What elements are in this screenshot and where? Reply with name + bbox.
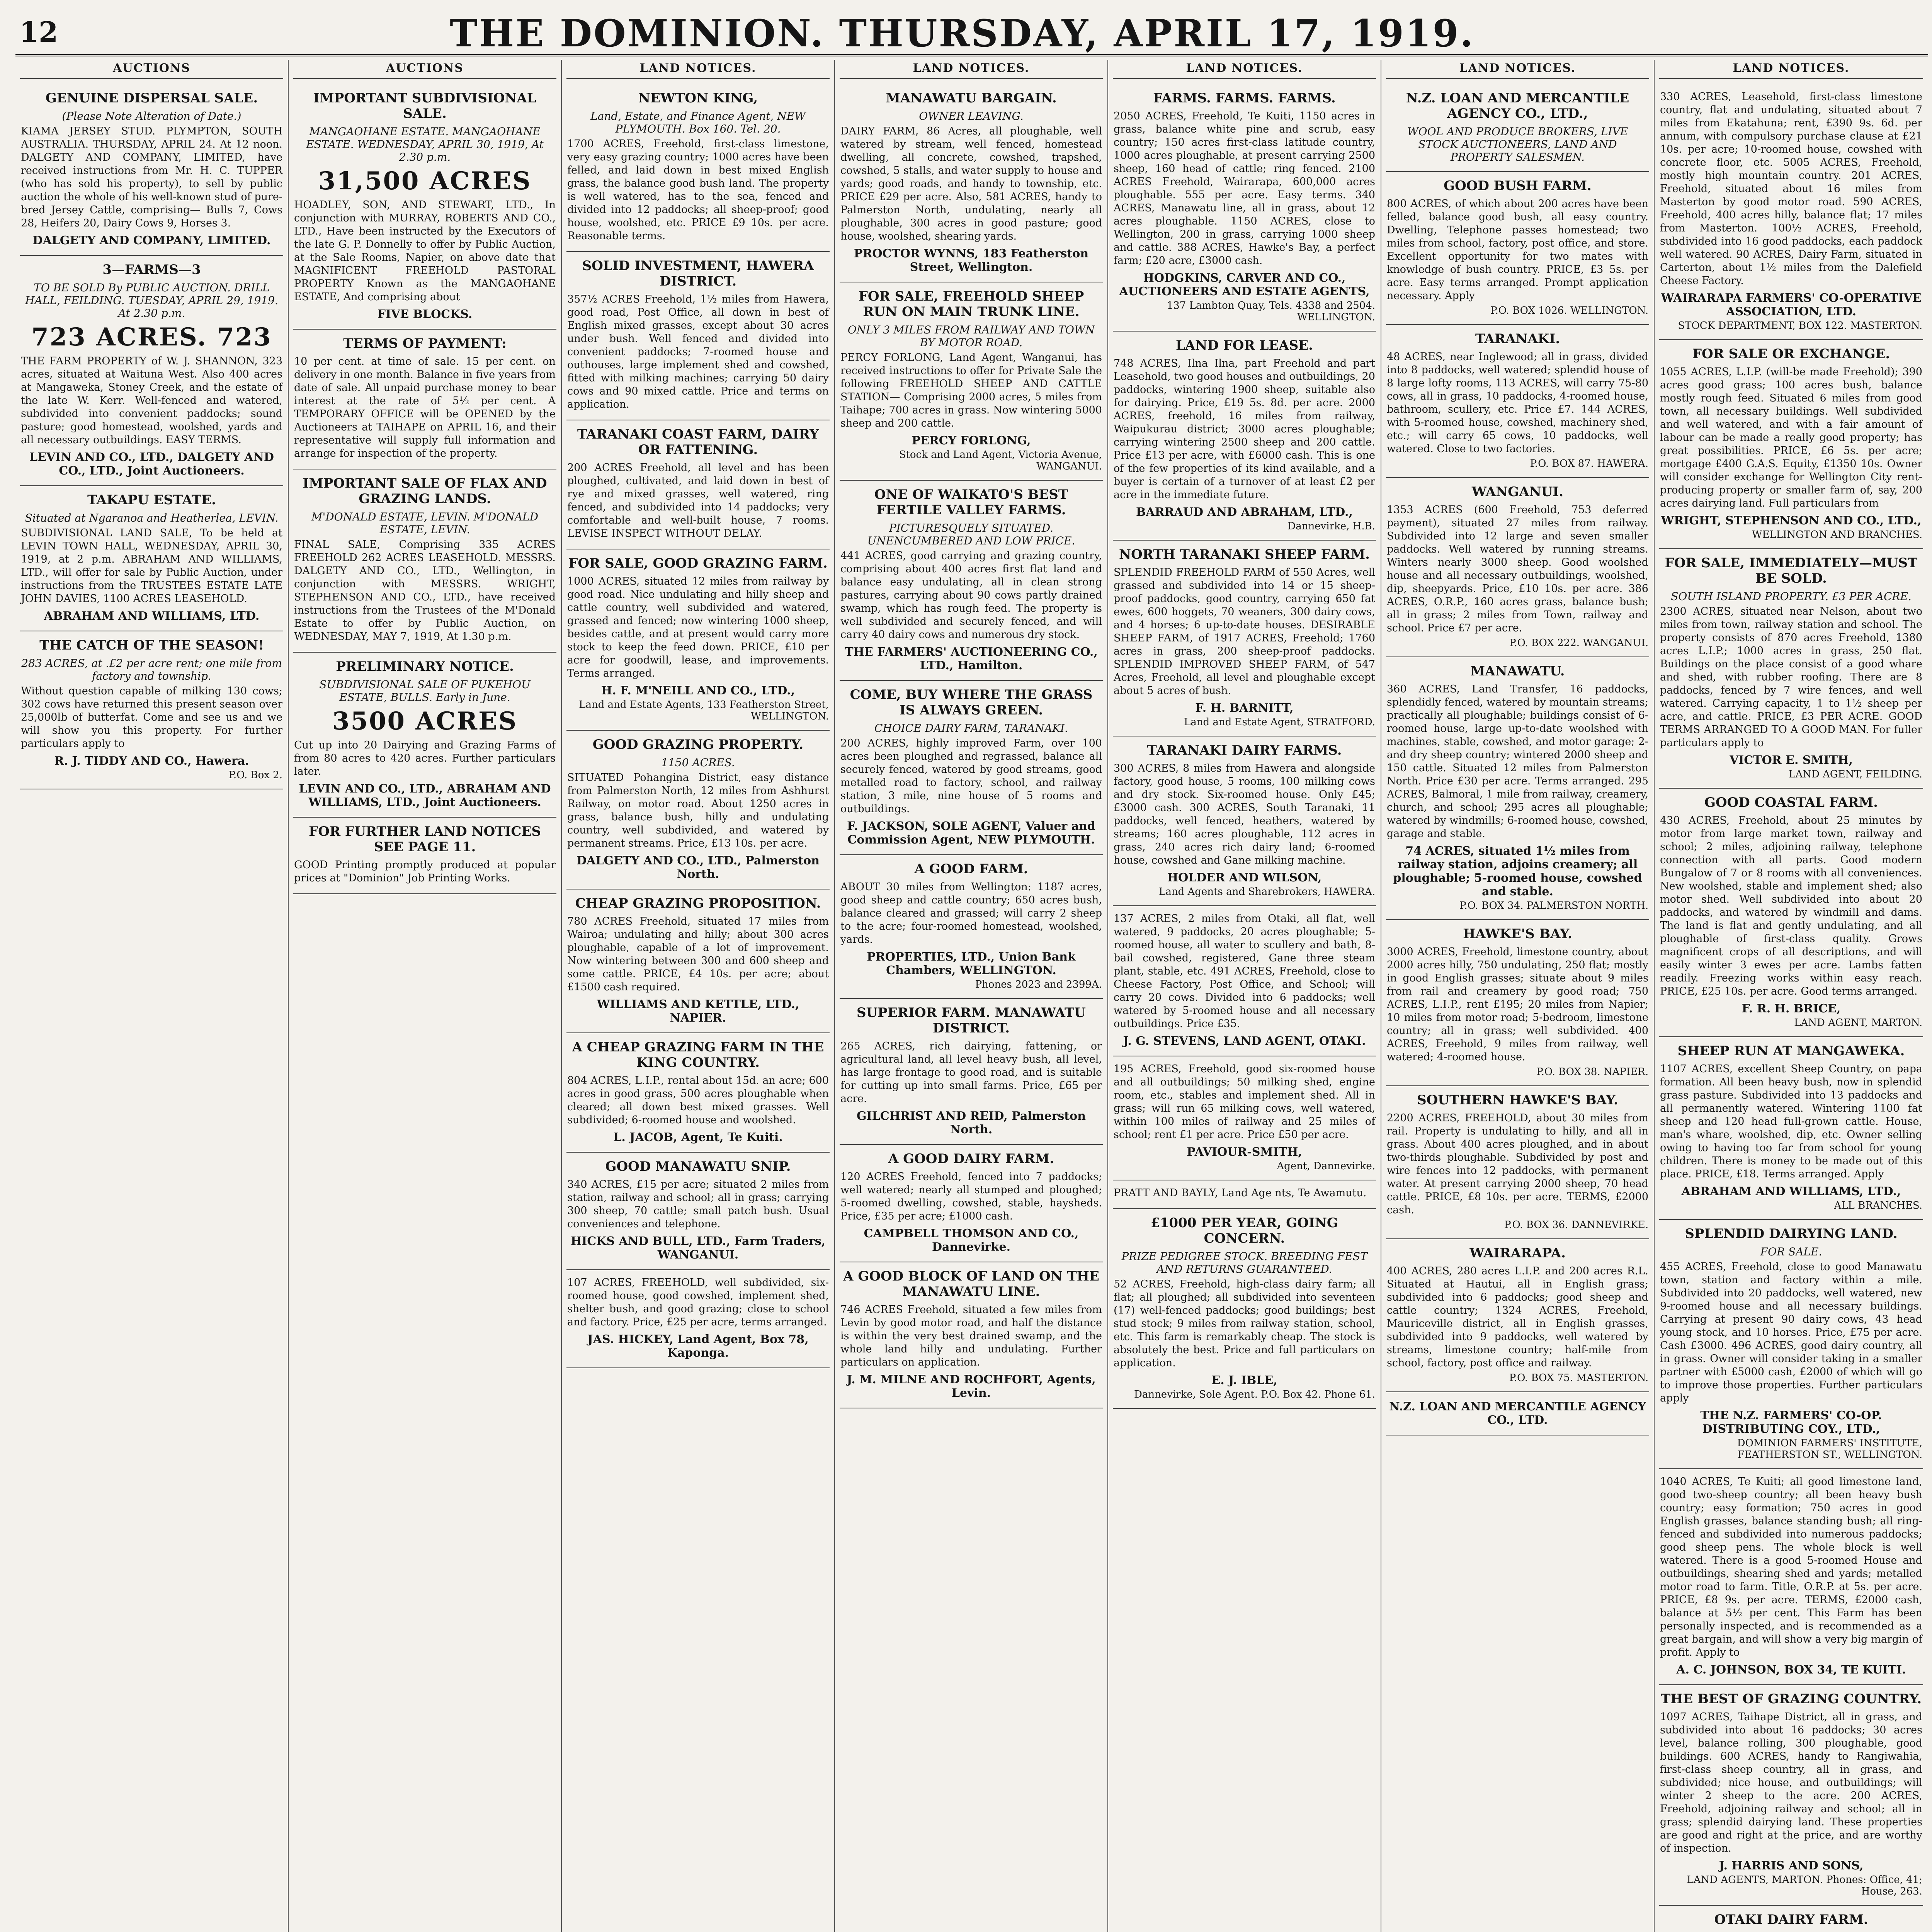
page-title: THE DOMINION. THURSDAY, APRIL 17, 1919.: [450, 12, 1475, 55]
ad-contact: Dannevirke, Sole Agent. P.O. Box 42. Phone 61.: [1134, 1389, 1375, 1400]
ad-agent: HODGKINS, CARVER AND CO., AUCTIONEERS AND ESTATE AGENTS,: [1119, 271, 1370, 298]
advertisement: [1386, 325, 1649, 478]
ad-contact: P.O. BOX 1026. WELLINGTON.: [1490, 305, 1648, 316]
ad-body: 195 ACRES, Freehold, good six-roomed house and all outbuildings; 50 milking shed, engine room, etc., stables and implement shed. All in grass; will run 65 milking cows, well watered, within 100 miles of railway and 25 miles of school; rent £1 per acre. Price £50 per acre.: [1114, 1063, 1375, 1141]
ad-body: 1040 ACRES, Te Kuiti; all good limestone land, good two-sheep country; all been heavy bush country; easy formation; 750 acres in good English grasses, balance standing bush; all ring-fenced and subdivided into numerous paddocks; good sheep pens. The whole block is well watered. There is a good 5-roomed House and outbuildings, shearing shed and yards; metalled motor road to farm. Title, O.R.P. at 5s. per acre. PRICE, £8 9s. per acre. TERMS, £2000 cash, balance at 5½ per cent. This Farm has been personally inspected, and is recommended as a great bargain, and will show a very big margin of profit. Apply to: [1660, 1476, 1922, 1658]
ad-subtitle: FOR SALE.: [1760, 1245, 1822, 1258]
ad-acreage: 723 ACRES. 723: [31, 323, 272, 352]
advertisement: [566, 1153, 830, 1270]
ad-agent: PERCY FORLONG,: [912, 434, 1031, 447]
ad-body: 357½ ACRES Freehold, 1½ miles from Hawera, good road, Post Office, all down in best of English mixed grasses, except about 30 acres under bush. Well fenced and divided into convenient paddocks; 7-roomed house and outhouses, large implement shed and cowshed, fitted with milking machines; carrying 50 dairy cows and 90 mixed cattle. Price and terms on application.: [567, 293, 829, 410]
ad-subtitle: PRIZE PEDIGREE STOCK. BREEDING FEST AND RETURNS GUARANTEED.: [1121, 1250, 1367, 1276]
advertisement: [840, 1262, 1103, 1408]
ad-agent: FIVE BLOCKS.: [377, 308, 473, 321]
ad-body: 780 ACRES Freehold, situated 17 miles from Wairoa; undulating and hilly; about 300 acres ploughable, capable of a lot of improvement. Now wintering between 300 and 600 sheep and some cattle. PRICE, £4 10s. per acre; about £1500 cash required.: [567, 915, 829, 993]
advertisement: [1386, 657, 1649, 920]
ad-body: PRATT AND BAYLY, Land Age nts, Te Awamutu.: [1114, 1187, 1367, 1199]
ad-title: ONE OF WAIKATO'S BEST FERTILE VALLEY FARMS.: [874, 487, 1068, 518]
ad-agent: H. F. M'NEILL AND CO., LTD.,: [601, 684, 795, 697]
ad-subtitle: WOOL AND PRODUCE BROKERS, LIVE STOCK AUCTIONEERS, LAND AND PROPERTY SALESMEN.: [1407, 125, 1628, 163]
ad-subtitle: SOUTH ISLAND PROPERTY. £3 PER ACRE.: [1671, 590, 1912, 603]
ad-agent: WAIRARAPA FARMERS' CO-OPERATIVE ASSOCIATION, LTD.: [1661, 291, 1922, 318]
ad-body: 10 per cent. at time of sale. 15 per cent. on delivery in one month. Balance in five years from date of sale. All unpaid purchase money to bear interest at the rate of 5½ per cent. A TEMPORARY OFFICE will be OPENED by the Auctioneers at TAIHAPE on APRIL 16, and their representative will supply full information and arrange for inspection of the property.: [294, 355, 556, 459]
ad-body: 107 ACRES, FREEHOLD, well subdivided, six-roomed house, good cowshed, implement shed, shelter bush, and good grazing; close to school and factory. Price, £25 per acre, terms arranged.: [567, 1277, 829, 1328]
columns-area: [15, 60, 1928, 1932]
column-7: [1655, 60, 1928, 1932]
ad-title: SHEEP RUN AT MANGAWEKA.: [1677, 1043, 1905, 1059]
advertisement: [293, 330, 556, 469]
ad-title: GOOD BUSH FARM.: [1444, 178, 1592, 194]
ad-contact: Land and Estate Agents, 133 Featherston Street, WELLINGTON.: [579, 699, 829, 722]
advertisement: [566, 731, 830, 889]
ad-title: MANAWATU.: [1470, 663, 1565, 679]
ad-agent: PROCTOR WYNNS, 183 Featherston Street, Wellington.: [854, 247, 1089, 274]
advertisement: [566, 420, 830, 549]
ad-contact: P.O. BOX 222. WANGANUI.: [1509, 637, 1648, 649]
advertisement: [1386, 84, 1649, 172]
ad-subtitle: PICTURESQUELY SITUATED. UNENCUMBERED AND LOW PRICE.: [867, 522, 1075, 547]
ad-body: 2300 ACRES, situated near Nelson, about two miles from town, railway station and school. The property consists of 870 acres Freehold, 1380 acres L.I.P.; 1000 acres in grass, 250 flat. Buildings on the place consist of a good whare and shed, with rubber roofing. There are 8 paddocks, fenced by 7 wire fences, and well watered. Carrying capacity, 1 to 1½ sheep per acre, and cattle. PRICE, £3 PER ACRE. GOOD TERMS ARRANGED TO A GOOD MAN. For fuller particulars apply to: [1660, 605, 1922, 749]
ad-title: SPLENDID DAIRYING LAND.: [1685, 1226, 1898, 1242]
column-heading: LAND NOTICES.: [1659, 60, 1923, 79]
ad-title: GOOD COASTAL FARM.: [1704, 795, 1878, 810]
page-number: 12: [19, 15, 58, 48]
ad-title: CHEAP GRAZING PROPOSITION.: [575, 896, 821, 911]
ad-agent: THE FARMERS' AUCTIONEERING CO., LTD., Hamilton.: [845, 645, 1098, 672]
advertisement: [20, 84, 283, 256]
ad-title: £1000 PER YEAR, GOING CONCERN.: [1151, 1215, 1338, 1246]
ad-subtitle: Land, Estate, and Finance Agent, NEW PLYMOUTH. Box 160. Tel. 20.: [590, 110, 806, 135]
ad-agent: PAVIOUR-SMITH,: [1187, 1145, 1302, 1159]
ad-body: 137 ACRES, 2 miles from Otaki, all flat, well watered, 9 paddocks, 20 acres ploughable; 5-roomed house, all water to scullery and bath, 8-bail cowshed, registered, Gane three steam plant, stable, etc. 491 ACRES, Freehold, close to Cheese Factory, Post Office, and School; will carry 20 cows. Divided into 6 paddocks; well watered by 5-roomed house and all necessary outbuildings. Price £35.: [1114, 913, 1375, 1030]
ad-body: DAIRY FARM, 86 Acres, all ploughable, well watered by stream, well fenced, homestead dwelling, all concrete, cowshed, trapshed, cowshed, 5 stalls, and water supply to house and yards; good roads, and handy to township, etc. PRICE £29 per acre. Also, 581 ACRES, handy to Palmerston North, undulating, nearly all ploughable, 300 acres in good pasture; good house, woolshed, shearing yards.: [840, 125, 1102, 242]
ad-body: 400 ACRES, 280 acres L.I.P. and 200 acres R.L. Situated at Hautui, all in English grass; subdivided into 6 paddocks; good sheep and cattle country; 1324 ACRES, Freehold, Mauriceville district, all in English grasses, subdivided into 9 paddocks, well watered by streams, limestone country; half-mile from school, factory, post office and railway.: [1387, 1265, 1648, 1369]
column-heading: AUCTIONS: [293, 60, 556, 79]
ad-agent: 74 ACRES, situated 1½ miles from railway station, adjoins creamery; all ploughable; 5-roomed house, cowshed and stable.: [1393, 844, 1642, 898]
advertisement: [1659, 1037, 1923, 1220]
ad-body: 1055 ACRES, L.I.P. (will-be made Freehold); 390 acres good grass; 100 acres bush, balance mostly rough feed. Situated 6 miles from good town, all necessary buildings. Well subdivided and well watered, and with a fair amount of labour can be made a really good property; has great possibilities. PRICE, £6 5s. per acre; mortgage £400 G.A.S. Equity, £1350 10s. Owner will consider exchange for Wellington City rent-producing property or smaller farm of, say, 200 acres dairying land. Full particulars from: [1660, 366, 1922, 509]
advertisement: [1386, 1392, 1649, 1435]
advertisement: [1113, 1180, 1376, 1209]
ad-subtitle: (Please Note Alteration of Date.): [62, 110, 242, 122]
ad-body: Without question capable of milking 130 cows; 302 cows have returned this present season over 25,000lb of butterfat. Come and see us and we will show you this property. For further particulars apply to: [21, 685, 282, 750]
ad-agent: CAMPBELL THOMSON AND CO., Dannevirke.: [864, 1227, 1079, 1254]
advertisement: [1113, 332, 1376, 541]
ad-body: 441 ACRES, good carrying and grazing country, comprising about 400 acres first flat land and balance easy undulating, all in clean strong pastures, carrying about 90 cows partly drained swamp, which has rough feed. The property is well subdivided and securely fenced, and will carry 40 dairy cows and numerous dry stock.: [840, 550, 1102, 641]
advertisement: [566, 889, 830, 1033]
ad-agent: DALGETY AND COMPANY, LIMITED.: [32, 234, 271, 247]
advertisement: [20, 256, 283, 486]
advertisement: [293, 84, 556, 330]
ad-title: TERMS OF PAYMENT:: [343, 336, 507, 351]
ad-contact: P.O. BOX 36. DANNEVIRKE.: [1504, 1219, 1648, 1231]
ad-agent: F. R. H. BRICE,: [1742, 1002, 1841, 1015]
ad-title: THE BEST OF GRAZING COUNTRY.: [1660, 1691, 1922, 1707]
advertisement: [1659, 549, 1923, 789]
ad-title: NORTH TARANAKI SHEEP FARM.: [1119, 547, 1370, 562]
ad-body: 330 ACRES, Leasehold, first-class limestone country, flat and undulating, situated about 7 miles from Ekatahuna; rent, £390 9s. 6d. per annum, with compulsory purchase clause at £21 10s. per acre; 10-roomed house, cowshed with concrete floor, etc. 5005 ACRES, Freehold, mostly high mountain country. 201 ACRES, Freehold, situated about 16 miles from Masterton by good motor road. 590 ACRES, Freehold, 400 acres hilly, balance flat; 17 miles from Masterton. 100½ ACRES, Freehold, subdivided into 16 good paddocks, each paddock well watered. 90 ACRES, Dairy Farm, situated in Carterton, about 1½ miles from the Dalefield Cheese Factory.: [1660, 91, 1922, 287]
advertisement: [1386, 920, 1649, 1086]
ad-title: A CHEAP GRAZING FARM IN THE KING COUNTRY.: [572, 1039, 824, 1070]
ad-contact: Stock and Land Agent, Victoria Avenue, WANGANUI.: [899, 449, 1102, 472]
advertisement: [293, 469, 556, 653]
ad-subtitle: TO BE SOLD By PUBLIC AUCTION. DRILL HALL, FEILDING. TUESDAY, APRIL 29, 1919. At 2.30 p.m.: [25, 281, 278, 320]
ad-body: SUBDIVISIONAL LAND SALE, To be held at LEVIN TOWN HALL, WEDNESDAY, APRIL 30, 1919, at 2 p.m. ABRAHAM AND WILLIAMS, LTD., will offer for sale by Public Auction, under instructions from the TRUSTEES ESTATE LATE JOHN DAVIES, 1100 ACRES LEASEHOLD.: [21, 527, 282, 605]
ad-subtitle: 1150 ACRES.: [661, 756, 735, 769]
ad-title: OTAKI DAIRY FARM.: [1714, 1912, 1868, 1927]
ad-body: SITUATED Pohangina District, easy distance from Palmerston North, 12 miles from Ashhurst Railway, on motor road. About 1250 acres in grass, balance bush, hilly and undulating country, well subdivided, and watered by permanent streams. Price, £13 10s. per acre.: [567, 772, 829, 849]
advertisement: [1113, 1056, 1376, 1180]
ad-body: SPLENDID FREEHOLD FARM of 550 Acres, well grassed and subdivided into 14 or 15 sheep-proof paddocks, good country, carrying 650 fat ewes, 600 hoggets, 70 weaners, 300 dairy cows, and 4 horses; 6 up-to-date houses. DESIRABLE SHEEP FARM, of 1917 ACRES, Freehold; 1760 acres in grass, 200 sheep-proof paddocks. SPLENDID IMPROVED SHEEP FARM, of 547 Acres, Freehold, all level and ploughable except about 5 acres of bush.: [1114, 566, 1375, 697]
ad-contact: LAND AGENT, MARTON.: [1794, 1017, 1922, 1029]
ad-contact: P.O. BOX 75. MASTERTON.: [1509, 1372, 1648, 1384]
ad-body: 1000 ACRES, situated 12 miles from railway by good road. Nice undulating and hilly sheep and cattle country, well subdivided and watered, grassed and fenced; now wintering 1000 sheep, besides cattle, and at present would carry more stock to keep the feed down. PRICE, £10 per acre for goodwill, lease, and improvements. Terms arranged.: [567, 575, 829, 679]
ad-body: 2050 ACRES, Freehold, Te Kuiti, 1150 acres in grass, balance white pine and scrub, easy country; 150 acres first-class latitude country, 1000 acres ploughable, at present carrying 2500 sheep, 160 head of cattle; ring fenced. 2100 ACRES Freehold, Wairarapa, 600,000 acres ploughable. 555 per acre. Easy terms. 340 ACRES, Manawatu line, all in grass, about 12 acres ploughable. 1150 ACRES, close to Wellington, 200 in grass, carrying 1000 sheep and cattle. 388 ACRES, Hawke's Bay, a perfect farm; £20 acre, £3000 cash.: [1114, 110, 1375, 267]
advertisement: [1113, 906, 1376, 1056]
advertisement: [840, 481, 1103, 681]
ad-agent: LEVIN AND CO., LTD., ABRAHAM AND WILLIAMS, LTD., Joint Auctioneers.: [299, 782, 551, 809]
ad-title: FOR SALE, FREEHOLD SHEEP RUN ON MAIN TRUNK LINE.: [858, 289, 1084, 320]
ad-contact: LAND AGENTS, MARTON. Phones: Office, 41; House, 263.: [1687, 1874, 1922, 1897]
advertisement: [566, 252, 830, 420]
ad-title: IMPORTANT SUBDIVISIONAL SALE.: [313, 90, 536, 121]
column-heading: LAND NOTICES.: [1113, 60, 1376, 79]
ad-body: 360 ACRES, Land Transfer, 16 paddocks, splendidly fenced, watered by mountain streams; practically all ploughable; buildings consist of 6-roomed house, large up-to-date woolshed with machines, stable, cowshed, and motor garage; 2-and dry sheep country; wintered 2000 sheep and 150 cattle. Situated 12 miles from Palmerston North. Price £30 per acre. Terms arranged. 295 ACRES, Balmoral, 1 mile from railway, creamery, church, and school; 295 acres all ploughable; watered by windmills; 6-roomed house, cowshed, garage and stable.: [1387, 683, 1648, 840]
ad-subtitle: SUBDIVISIONAL SALE OF PUKEHOU ESTATE, BULLS. Early in June.: [319, 678, 531, 704]
advertisement: [840, 681, 1103, 855]
ad-contact: STOCK DEPARTMENT, BOX 122. MASTERTON.: [1678, 320, 1922, 332]
ad-contact: Land and Estate Agent, STRATFORD.: [1184, 716, 1375, 728]
ad-title: FOR SALE OR EXCHANGE.: [1692, 346, 1890, 362]
advertisement: [840, 84, 1103, 282]
ad-title: PRELIMINARY NOTICE.: [336, 659, 514, 674]
advertisement: [1386, 172, 1649, 325]
ad-agent: J. G. STEVENS, LAND AGENT, OTAKI.: [1123, 1034, 1366, 1048]
advertisement: [566, 1033, 830, 1153]
ad-agent: LEVIN AND CO., LTD., DALGETY AND CO., LTD., Joint Auctioneers.: [29, 451, 274, 478]
ad-body: 1353 ACRES (600 Freehold, 753 deferred payment), situated 27 miles from railway. Subdivided into 12 large and seven smaller paddocks. Well watered by running streams. Winters nearly 3000 sheep. Good woolshed house and all necessary outbuildings, woolshed, dip, sheepyards. Price, £10 10s. per acre. 386 ACRES, O.R.P., 160 acres grass, balance bush; all in grass; 2 miles from Town, railway and school. Price £7 per acre.: [1387, 504, 1648, 634]
advertisement: [840, 1145, 1103, 1262]
ad-agent: WILLIAMS AND KETTLE, LTD., NAPIER.: [597, 998, 799, 1025]
ad-contact: Phones 2023 and 2399A.: [975, 979, 1102, 990]
ad-agent: HOLDER AND WILSON,: [1167, 871, 1322, 884]
ad-agent: J. M. MILNE AND ROCHFORT, Agents, Levin.: [847, 1373, 1096, 1400]
ad-agent: E. J. IBLE,: [1211, 1374, 1277, 1387]
ad-body: FINAL SALE, Comprising 335 ACRES FREEHOLD 262 ACRES LEASEHOLD. MESSRS. DALGETY AND CO., LTD., Wellington, in conjunction with MESSRS. WRIGHT, STEPHENSON AND CO., LTD., have received instructions from the Trustees of the M'Donald Estate to offer by Public Auction, on WEDNESDAY, MAY 7, 1919, At 1.30 p.m.: [294, 539, 556, 643]
advertisement: [840, 855, 1103, 999]
advertisement: [566, 84, 830, 252]
ad-contact: WELLINGTON AND BRANCHES.: [1752, 529, 1922, 541]
ad-title: HAWKE'S BAY.: [1463, 926, 1572, 942]
ad-title: FOR FURTHER LAND NOTICES SEE PAGE 11.: [309, 824, 541, 855]
ad-contact: LAND AGENT, FEILDING.: [1789, 769, 1922, 780]
ad-agent: HICKS AND BULL, LTD., Farm Traders, WANGANUI.: [570, 1235, 826, 1262]
ad-title: SUPERIOR FARM. MANAWATU DISTRICT.: [857, 1005, 1086, 1036]
advertisement: [1659, 84, 1923, 340]
ad-agent: BARRAUD AND ABRAHAM, LTD.,: [1136, 505, 1353, 519]
advertisement: [840, 282, 1103, 481]
advertisement: [20, 486, 283, 631]
ad-agent: J. HARRIS AND SONS,: [1719, 1859, 1864, 1872]
column-2: [289, 60, 562, 1932]
ad-contact: Land Agents and Sharebrokers, HAWERA.: [1159, 886, 1375, 898]
advertisement: [1113, 736, 1376, 906]
advertisement: [1113, 1209, 1376, 1409]
ad-title: FOR SALE, GOOD GRAZING FARM.: [568, 556, 828, 571]
ad-agent: WRIGHT, STEPHENSON AND CO., LTD.,: [1661, 514, 1922, 527]
ad-title: A GOOD BLOCK OF LAND ON THE MANAWATU LINE.: [843, 1269, 1099, 1299]
advertisement: [1113, 84, 1376, 332]
ad-contact: 137 Lambton Quay, Tels. 4338 and 2504. WELLINGTON.: [1167, 300, 1375, 323]
column-heading: LAND NOTICES.: [1386, 60, 1649, 79]
advertisement: [293, 653, 556, 818]
ad-body: 300 ACRES, 8 miles from Hawera and alongside factory, good house, 5 rooms, 100 milking cows and dry stock. Six-roomed house. Only £45; £3000 cash. 300 ACRES, South Taranaki, 11 paddocks, well fenced, heathers, watered by streams; 160 acres ploughable, 112 acres in grass, 240 acres rich dairy land; 6-roomed house, cowshed and Gane milking machine.: [1114, 762, 1375, 866]
ad-agent: F. H. BARNITT,: [1195, 701, 1294, 715]
advertisement: [566, 1270, 830, 1368]
ad-agent: R. J. TIDDY AND CO., Hawera.: [54, 754, 249, 768]
ad-title: MANAWATU BARGAIN.: [886, 90, 1057, 106]
ad-contact: ALL BRANCHES.: [1834, 1200, 1922, 1211]
ad-title: SOLID INVESTMENT, HAWERA DISTRICT.: [582, 258, 814, 289]
advertisement: [1659, 1685, 1923, 1906]
ad-body: 1700 ACRES, Freehold, first-class limestone, very easy grazing country; 1000 acres have been felled, and laid down in best mixed English grass, the balance good bush land. The property is well watered, has to the sea, fenced and divided into 12 paddocks; all sheep-proof; good house, woolshed, etc. PRICE £9 10s. per acre. Reasonable terms.: [567, 138, 829, 242]
ad-subtitle: OWNER LEAVING.: [919, 110, 1024, 122]
ad-agent: THE N.Z. FARMERS' CO-OP. DISTRIBUTING COY., LTD.,: [1700, 1409, 1882, 1436]
column-3: [562, 60, 835, 1932]
ad-body: 430 ACRES, Freehold, about 25 minutes by motor from large market town, railway and school; 2 miles, adjoining railway, telephone connection with all parts. Good modern Bungalow of 7 or 8 rooms with all conveniences. New woolshed, stable and implement shed; also motor shed. Well subdivided into about 20 paddocks, and watered by windmill and dams. The land is flat and gently undulating, and all ploughable of first-class quality. Grows magnificent crops of all descriptions, and will easily winter 3 ewes per acre. Lambs fatten readily. Freezing works within easy reach. PRICE, £25 10s. per acre. Good terms arranged.: [1660, 815, 1922, 997]
ad-title: FOR SALE, IMMEDIATELY—MUST BE SOLD.: [1665, 555, 1918, 586]
ad-body: 48 ACRES, near Inglewood; all in grass, divided into 8 paddocks, well watered; splendid house of 8 large lofty rooms, 113 ACRES, will carry 75-80 cows, all in grass, 10 paddocks, 4-roomed house, bathroom, scullery, etc. Price £7. 144 ACRES, with 5-roomed house, cowshed, machinery shed, etc.; will carry 65 cows, 10 paddocks, well watered. Close to two factories.: [1387, 351, 1648, 455]
ad-title: A GOOD DAIRY FARM.: [888, 1151, 1054, 1167]
ad-body: 455 ACRES, Freehold, close to good Manawatu town, station and factory within a mile. Subdivided into 20 paddocks, well watered, new 9-roomed house and all necessary buildings. Carrying at present 90 dairy cows, 43 head young stock, and 10 horses. Price, £75 per acre. Cash £3000. 496 ACRES, good dairy country, all in grass. Owner will consider taking in a smaller partner with £5000 cash, £2000 of which will go to improve those properties. Further particulars apply: [1660, 1261, 1922, 1404]
ad-body: 2200 ACRES, FREEHOLD, about 30 miles from rail. Property is undulating to hilly, and all in grass. About 400 acres ploughed, and in about two-thirds ploughable. Subdivided by post and wire fences into 12 paddocks, with permanent water. At present carrying 2000 sheep, 70 head cattle. PRICE, £8 10s. per acre. TERMS, £2000 cash.: [1387, 1112, 1648, 1216]
ad-body: 746 ACRES Freehold, situated a few miles from Levin by good motor road, and half the distance is within the very best drained swamp, and the whole land hilly and undulating. Further particulars on application.: [840, 1304, 1102, 1368]
masthead: [15, 12, 1928, 56]
ad-agent: F. JACKSON, SOLE AGENT, Valuer and Commission Agent, NEW PLYMOUTH.: [847, 820, 1095, 847]
ad-agent: VICTOR E. SMITH,: [1730, 753, 1853, 767]
ad-contact: Agent, Dannevirke.: [1277, 1160, 1375, 1172]
ad-subtitle: M'DONALD ESTATE, LEVIN. M'DONALD ESTATE, LEVIN.: [311, 510, 539, 536]
ad-title: N.Z. LOAN AND MERCANTILE AGENCY CO., LTD.,: [1406, 90, 1629, 121]
ad-body: 1107 ACRES, excellent Sheep Country, on papa formation. All been heavy bush, now in splendid grass pasture. Subdivided into 13 paddocks and all permanently watered. Wintering 1100 fat sheep and 120 head full-grown cattle. House, man's whare, woolshed, dip, etc. Owner selling owing to having too far from school for young children. There is money to be made out of this place. PRICE, £18. Terms arranged. Apply: [1660, 1063, 1922, 1180]
advertisement: [20, 631, 283, 789]
column-4: [835, 60, 1108, 1932]
ad-body: PERCY FORLONG, Land Agent, Wanganui, has received instructions to offer for Private Sale the following FREEHOLD SHEEP AND CATTLE STATION— Comprising 2000 acres, 5 miles from Taihape; 700 acres in grass. Now wintering 5000 sheep and 200 cattle.: [840, 352, 1102, 429]
ad-title: WAIRARAPA.: [1469, 1245, 1566, 1261]
ad-body: 340 ACRES, £15 per acre; situated 2 miles from station, railway and school; all in grass; carrying 300 sheep, 70 cattle; small patch bush. Usual conveniences and telephone.: [567, 1179, 829, 1230]
ad-title: SOUTHERN HAWKE'S BAY.: [1417, 1092, 1618, 1108]
ad-title: TARANAKI COAST FARM, DAIRY OR FATTENING.: [577, 427, 819, 457]
ad-body: 748 ACRES, Ilna Ilna, part Freehold and part Leasehold, two good houses and outbuildings, 20 paddocks, wintering 1900 sheep, suitable also for dairying. Price, £19 5s. 8d. per acre. 2000 ACRES, freehold, 16 miles from railway, Waipukurau district; 3000 acres ploughable; carrying wintering 2500 sheep and 200 cattle. Price £13 per acre, with £6000 cash. This is one of the few properties of its kind available, and a buyer is certain of a turnover of at least £2 per acre in the immediate future.: [1114, 357, 1375, 501]
ad-title: GOOD MANAWATU SNIP.: [605, 1159, 791, 1174]
ad-body: 200 ACRES, highly improved Farm, over 100 acres been ploughed and regrassed, balance all securely fenced, watered by good streams, good metalled road to factory, school, and railway station, 3 mile, nine house of 5 rooms and outbuildings.: [840, 737, 1102, 815]
advertisement: [840, 999, 1103, 1145]
ad-title: LAND FOR LEASE.: [1175, 338, 1313, 353]
ad-subtitle: ONLY 3 MILES FROM RAILWAY AND TOWN BY MOTOR ROAD.: [847, 323, 1095, 349]
ad-title: TAKAPU ESTATE.: [87, 492, 216, 508]
advertisement: [1659, 1469, 1923, 1685]
ad-agent: GILCHRIST AND REID, Palmerston North.: [857, 1109, 1086, 1136]
ad-contact: P.O. BOX 87. HAWERA.: [1530, 458, 1648, 469]
advertisement: [1659, 1220, 1923, 1469]
ad-agent: L. JACOB, Agent, Te Kuiti.: [613, 1131, 783, 1144]
ad-agent: JAS. HICKEY, Land Agent, Box 78, Kaponga.: [587, 1333, 809, 1360]
ad-body: KIAMA JERSEY STUD. PLYMPTON, SOUTH AUSTRALIA. THURSDAY, APRIL 24. At 12 noon. DALGETY AND COMPANY, LIMITED, have received instructions from Mr. H. C. TUPPER (who has sold his property), to sell by public auction the whole of his well-known stud of pure-bred Jersey Cattle, comprising— Bulls 7, Cows 28, Heifers 20, Dairy Cows 9, Horses 3.: [21, 125, 282, 229]
ad-title: GENUINE DISPERSAL SALE.: [45, 90, 258, 106]
ad-body: 804 ACRES, L.I.P., rental about 15d. an acre; 600 acres in good grass, 500 acres ploughable when cleared; all down best mixed grasses. Well subdivided; 6-roomed house and woolshed.: [567, 1075, 829, 1126]
ad-agent: DALGETY AND CO., LTD., Palmerston North.: [577, 854, 820, 881]
ad-title: TARANAKI DAIRY FARMS.: [1147, 743, 1342, 758]
ad-body: 800 ACRES, of which about 200 acres have been felled, balance good bush, all easy country. Dwelling, Telephone passes homestead; two miles from school, factory, post office, and store. Excellent opportunity for two mates with knowledge of bush country. PRICE, £3 5s. per acre. Easy terms arranged. Prompt application necessary. Apply: [1387, 198, 1648, 302]
ad-contact: DOMINION FARMERS' INSTITUTE, FEATHERSTON ST., WELLINGTON.: [1737, 1437, 1922, 1461]
ad-subtitle: MANGAOHANE ESTATE. MANGAOHANE ESTATE. WEDNESDAY, APRIL 30, 1919, At 2.30 p.m.: [306, 125, 544, 163]
ad-title: GOOD GRAZING PROPERTY.: [592, 737, 804, 752]
advertisement: [293, 818, 556, 894]
column-1: [15, 60, 289, 1932]
ad-body: GOOD Printing promptly produced at popular prices at "Dominion" Job Printing Works.: [294, 859, 556, 884]
ad-title: COME, BUY WHERE THE GRASS IS ALWAYS GREEN.: [850, 687, 1093, 718]
ad-body: ABOUT 30 miles from Wellington: 1187 acres, good sheep and cattle country; 650 acres bush, balance cleared and grassed; will carry 2 sheep to the acre; four-roomed homestead, woolshed, yards.: [840, 881, 1102, 946]
ad-contact: Dannevirke, H.B.: [1287, 520, 1375, 532]
ad-agent: ABRAHAM AND WILLIAMS, LTD.,: [1681, 1185, 1901, 1198]
advertisement: [566, 549, 830, 731]
ad-agent: A. C. JOHNSON, BOX 34, TE KUITI.: [1676, 1663, 1906, 1677]
advertisement: [1386, 1086, 1649, 1239]
advertisement: [1113, 541, 1376, 736]
column-heading: LAND NOTICES.: [840, 60, 1103, 79]
ad-body: THE FARM PROPERTY of W. J. SHANNON, 323 acres, situated at Waituna West. Also 400 acres at Mangaweka, Stoney Creek, and the estate of the late W. Kerr. Well-fenced and watered, subdivided into convenient paddocks; sound pasture; good homestead, woolshed, yards and all necessary outbuildings. EASY TERMS.: [21, 355, 282, 446]
ad-acreage: 31,500 ACRES: [318, 167, 532, 196]
ad-body: 52 ACRES, Freehold, high-class dairy farm; all flat; all ploughed; all subdivided into seventeen (17) well-fenced paddocks; good buildings; best stud stock; 9 miles from railway station, school, etc. This farm is remarkably cheap. The stock is absolutely the best. Price and full particulars on application.: [1114, 1278, 1375, 1369]
ad-subtitle: Situated at Ngaranoa and Heatherlea, LEVIN.: [25, 512, 279, 524]
ad-title: WANGANUI.: [1471, 484, 1564, 500]
ad-contact: P.O. BOX 38. NAPIER.: [1536, 1066, 1648, 1078]
ad-contact: P.O. BOX 34. PALMERSTON NORTH.: [1459, 900, 1648, 912]
column-5: [1108, 60, 1381, 1932]
ad-title: IMPORTANT SALE OF FLAX AND GRAZING LANDS.: [303, 476, 547, 507]
ad-body: 200 ACRES Freehold, all level and has been ploughed, cultivated, and laid down in best of rye and mixed grasses, well watered, ring fenced, and subdivided into 14 paddocks; very comfortable and well-built house, 7 rooms. LEVISE INSPECT WITHOUT DELAY.: [567, 462, 829, 539]
ad-body: 1097 ACRES, Taihape District, all in grass, and subdivided into about 16 paddocks; 30 acres level, balance rolling, 300 ploughable, good buildings. 600 ACRES, handy to Rangiwahia, first-class sheep country, all in grass, and subdivided; nice house, and outbuildings; will winter 2 sheep to the acre. 200 ACRES, Freehold, adjoining railway and school; all in grass; splendid dairying land. These properties are good and right at the price, and are worthy of inspection.: [1660, 1711, 1922, 1854]
ad-agent: ABRAHAM AND WILLIAMS, LTD.: [44, 609, 260, 623]
newspaper-page: [15, 12, 1928, 1932]
ad-body: 3000 ACRES, Freehold, limestone country, about 2000 acres hilly, 750 undulating, 250 flat; mostly in good English grasses; situate about 9 miles from rail and creamery by good road; 750 ACRES, L.I.P., rent £195; 20 miles from Napier; 10 miles from motor road; 5-bedroom, limestone country; all in grass; well subdivided. 400 ACRES, Freehold, 9 miles from railway, well watered; 4-roomed house.: [1387, 946, 1648, 1063]
advertisement: [1386, 478, 1649, 657]
column-heading: AUCTIONS: [20, 60, 283, 79]
ad-body: Cut up into 20 Dairying and Grazing Farms of from 80 acres to 420 acres. Further particulars later.: [294, 739, 556, 777]
ad-title: THE CATCH OF THE SEASON!: [39, 638, 264, 653]
ad-agent: N.Z. LOAN AND MERCANTILE AGENCY CO., LTD.: [1389, 1400, 1646, 1427]
ad-subtitle: CHOICE DAIRY FARM, TARANAKI.: [874, 722, 1068, 735]
ad-contact: P.O. Box 2.: [228, 769, 282, 781]
advertisement: [1659, 789, 1923, 1037]
column-heading: LAND NOTICES.: [566, 60, 830, 79]
ad-title: A GOOD FARM.: [914, 861, 1028, 877]
ad-acreage: 3500 ACRES: [332, 707, 518, 736]
advertisement: [1386, 1239, 1649, 1392]
ad-title: TARANAKI.: [1475, 331, 1560, 347]
ad-title: NEWTON KING,: [638, 90, 758, 106]
advertisement: [1659, 340, 1923, 549]
ad-agent: PROPERTIES, LTD., Union Bank Chambers, WELLINGTON.: [867, 950, 1076, 977]
ad-body: 120 ACRES Freehold, fenced into 7 paddocks; well watered; nearly all stumped and ploughed; 5-roomed dwelling, cowshed, stable, haysheds. Price, £35 per acre; £1000 cash.: [840, 1171, 1102, 1222]
column-6: [1381, 60, 1655, 1932]
ad-title: 3—FARMS—3: [102, 262, 201, 277]
advertisement: [1659, 1906, 1923, 1932]
ad-body: 265 ACRES, rich dairying, fattening, or agricultural land, all level heavy bush, all level, has large frontage to good road, and is suitable for cutting up into small farms. Price, £65 per acre.: [840, 1040, 1102, 1105]
ad-body: HOADLEY, SON, AND STEWART, LTD., In conjunction with MURRAY, ROBERTS AND CO., LTD., Have been instructed by the Executors of the late G. P. Donnelly to offer by Public Auction, at the Sale Rooms, Napier, on above date that MAGNIFICENT FREEHOLD PASTORAL PROPERTY Known as the MANGAOHANE ESTATE, And comprising about: [294, 199, 556, 303]
ad-subtitle: 283 ACRES, at .£2 per acre rent; one mile from factory and township.: [21, 657, 282, 682]
ad-title: FARMS. FARMS. FARMS.: [1153, 90, 1336, 106]
